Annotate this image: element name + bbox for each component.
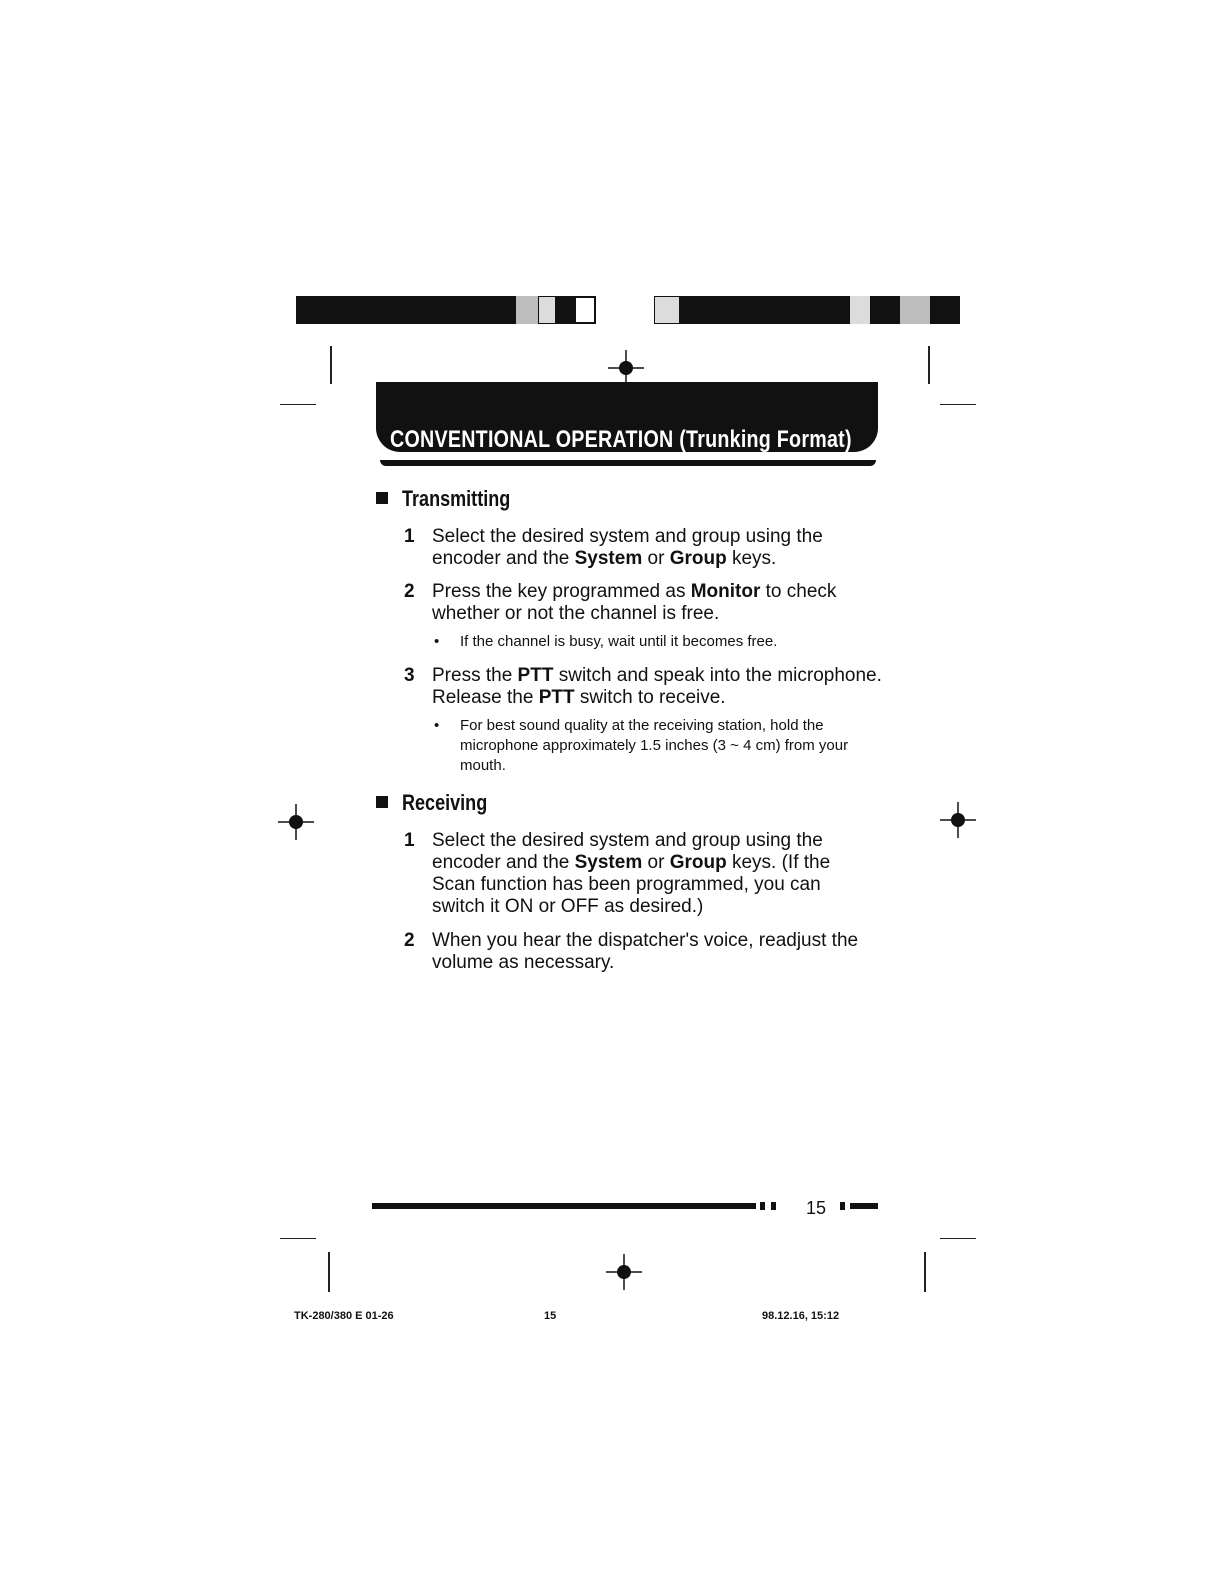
page-title: CONVENTIONAL OPERATION (Trunking Format) [390, 426, 852, 453]
page-number-bar [771, 1202, 776, 1210]
section-heading-transmitting: Transmitting [376, 486, 534, 512]
section-banner [376, 382, 878, 452]
top-bar-right [680, 296, 850, 324]
top-bar-swatch [654, 296, 680, 324]
crop-mark [280, 404, 316, 405]
square-bullet-icon [376, 492, 388, 504]
top-bar-swatch [516, 296, 538, 324]
registration-mark-icon [608, 350, 644, 386]
top-bar-left [296, 296, 516, 324]
top-bar-swatch [556, 296, 574, 324]
banner-underline [380, 460, 876, 466]
section-heading-receiving: Receiving [376, 790, 506, 816]
page-number: 15 [806, 1198, 827, 1218]
crop-mark [928, 346, 930, 384]
top-bar-swatch [538, 296, 556, 324]
top-bar-swatch [870, 296, 900, 324]
top-bar-swatch [930, 296, 960, 324]
crop-mark [280, 1238, 316, 1239]
receiving-step-2: 2 When you hear the dispatcher's voice, readjust the volume as necessary. [404, 930, 859, 973]
page-number-bar [372, 1203, 756, 1209]
footer-right: 98.12.16, 15:12 [762, 1310, 840, 1322]
transmitting-step-3: 3 Press the PTT switch and speak into the microphone. Release the PTT switch to receive. [404, 665, 882, 708]
top-bar-swatch [850, 296, 870, 324]
page-number-bar [840, 1202, 845, 1210]
registration-mark-icon [606, 1254, 642, 1290]
transmitting-step-1: 1 Select the desired system and group using the encoder and the System or Group keys. [404, 526, 823, 569]
page-number-bar [760, 1202, 765, 1210]
square-bullet-icon [376, 796, 388, 808]
registration-mark-icon [278, 804, 314, 840]
receiving-step-1: 1 Select the desired system and group using the encoder and the System or Group keys. (If the Scan function has been programmed, you can switch it ON or OFF as desired.) [404, 830, 831, 917]
transmitting-step-3-note: • For best sound quality at the receiving station, hold the microphone approximately 1.5 inches (3 ~ 4 cm) from your mouth. [434, 717, 849, 774]
crop-mark [940, 404, 976, 405]
transmitting-step-2: 2 Press the key programmed as Monitor to check whether or not the channel is free. [404, 581, 837, 624]
top-bar-swatch [900, 296, 930, 324]
footer-center: 15 [544, 1310, 557, 1322]
footer-left: TK-280/380 E 01-26 [294, 1310, 394, 1322]
transmitting-step-2-note: • If the channel is busy, wait until it becomes free. [434, 633, 778, 650]
crop-mark [328, 1252, 330, 1292]
crop-mark [330, 346, 332, 384]
top-bar-swatch [574, 296, 596, 324]
page-number-bar [850, 1203, 878, 1209]
crop-mark [924, 1252, 926, 1292]
crop-mark [940, 1238, 976, 1239]
registration-mark-icon [940, 802, 976, 838]
